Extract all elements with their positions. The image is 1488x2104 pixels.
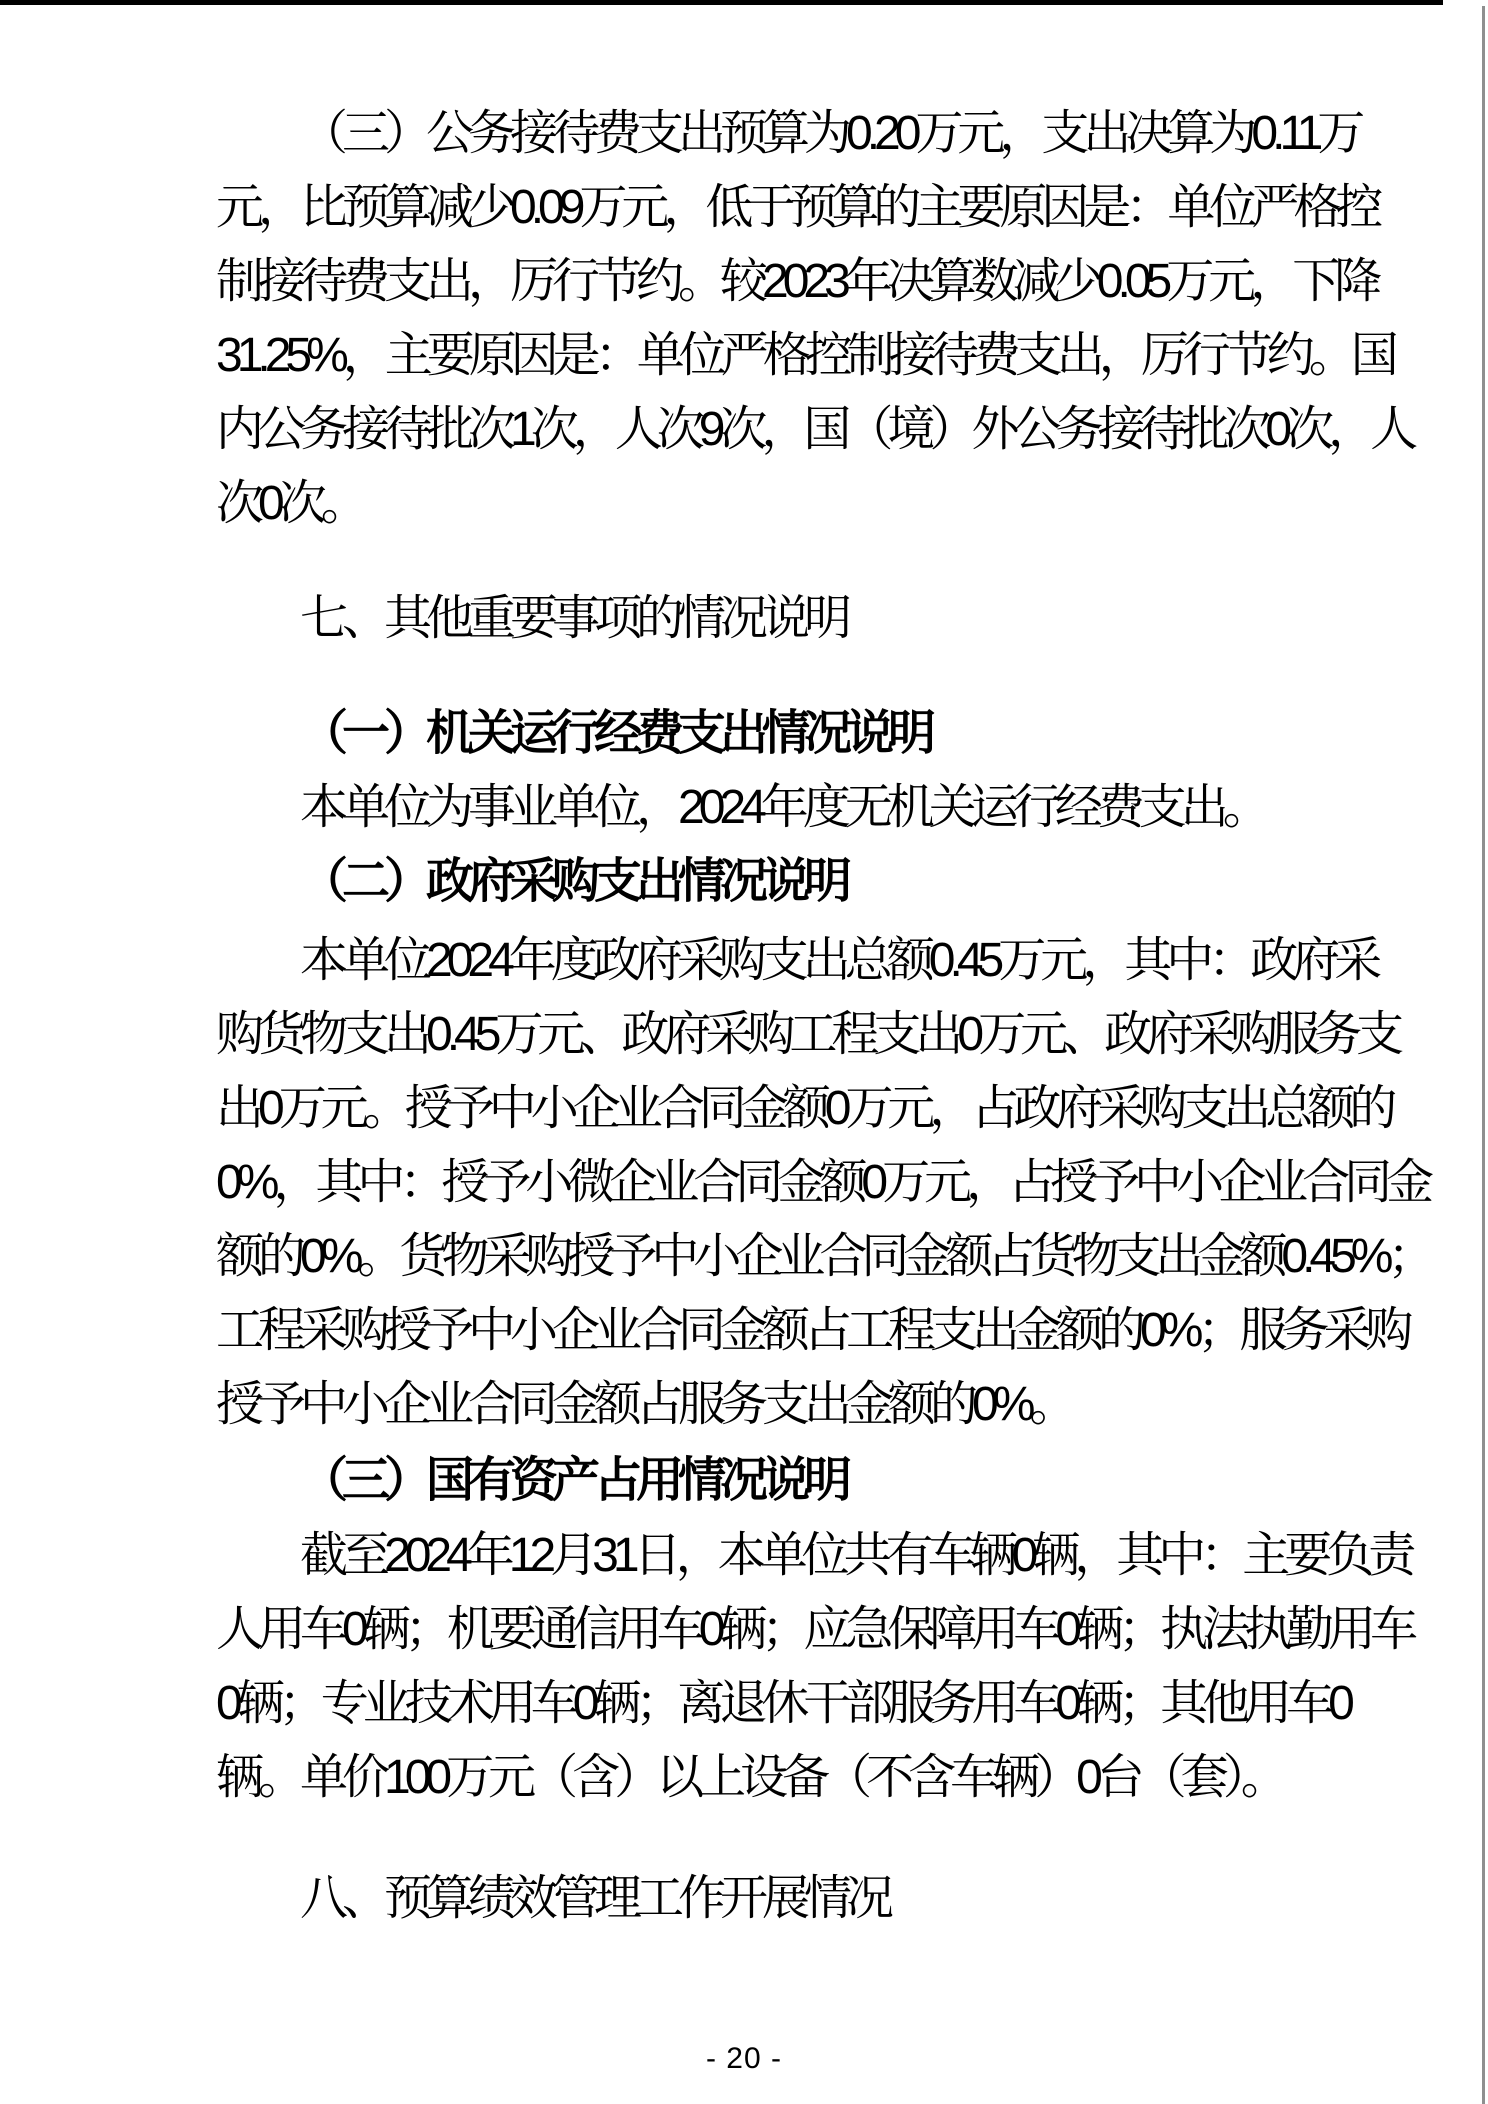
text-line: 0%，其中：授予小微企业合同金额0万元，占授予中小企业合同金 [216,1156,1429,1209]
heading-7-1-agency-operation: （一）机关运行经费支出情况说明 [300,707,931,760]
text-line: 额的0%。货物采购授予中小企业合同金额占货物支出金额0.45%； [216,1230,1430,1283]
paragraph-reception-expenses [216,97,1412,541]
paragraph-government-procurement [216,924,1429,1442]
text-line: 0辆；专业技术用车0辆；离退休干部服务用车0辆；其他用车0 [216,1677,1349,1730]
page-number: - 20 - [705,2042,783,2075]
heading-7-3-state-assets: （三）国有资产占用情况说明 [300,1454,847,1507]
text-line: 本单位2024年度政府采购支出总额0.45万元，其中：政府采 [300,934,1377,987]
paragraph-state-assets [216,1519,1412,1815]
text-line: （三）公务接待费支出预算为0.20万元，支出决算为0.11万 [300,107,1360,160]
text-line: 辆。单价100万元（含）以上设备（不含车辆）0台（套）。 [216,1751,1283,1804]
heading-section-eight: 八、预算绩效管理工作开展情况 [300,1872,889,1925]
text-line: 截至2024年12月31日，本单位共有车辆0辆，其中：主要负责 [300,1529,1411,1582]
heading-7-2-government-procurement: （二）政府采购支出情况说明 [300,855,847,908]
text-line: 出0万元。授予中小企业合同金额0万元，占政府采购支出总额的 [216,1082,1392,1135]
page-top-border-line [0,0,1443,5]
text-line: 工程采购授予中小企业合同金额占工程支出金额的0%；服务采购 [216,1304,1408,1357]
heading-section-seven: 七、其他重要事项的情况说明 [300,592,847,645]
text-line: 制接待费支出，厉行节约。较2023年决算数减少0.05万元，下降 [216,255,1377,308]
text-line: 人用车0辆；机要通信用车0辆；应急保障用车0辆；执法执勤用车 [216,1603,1413,1656]
text-line: 内公务接待批次1次，人次9次，国（境）外公务接待批次0次，人 [216,403,1413,456]
text-line: 次0次。 [216,477,363,530]
text-line: 授予中小企业合同金额占服务支出金额的0%。 [216,1378,1072,1431]
text-line: 购货物支出0.45万元、政府采购工程支出0万元、政府采购服务支 [216,1008,1399,1061]
text-line: 31.25%，主要原因是：单位严格控制接待费支出，厉行节约。国 [216,329,1393,382]
text-line: 元，比预算减少0.09万元，低于预算的主要原因是：单位严格控 [216,181,1378,234]
paragraph-agency-operation: 本单位为事业单位，2024年度无机关运行经费支出。 [300,781,1265,834]
page-right-border-line [1482,6,1485,2104]
